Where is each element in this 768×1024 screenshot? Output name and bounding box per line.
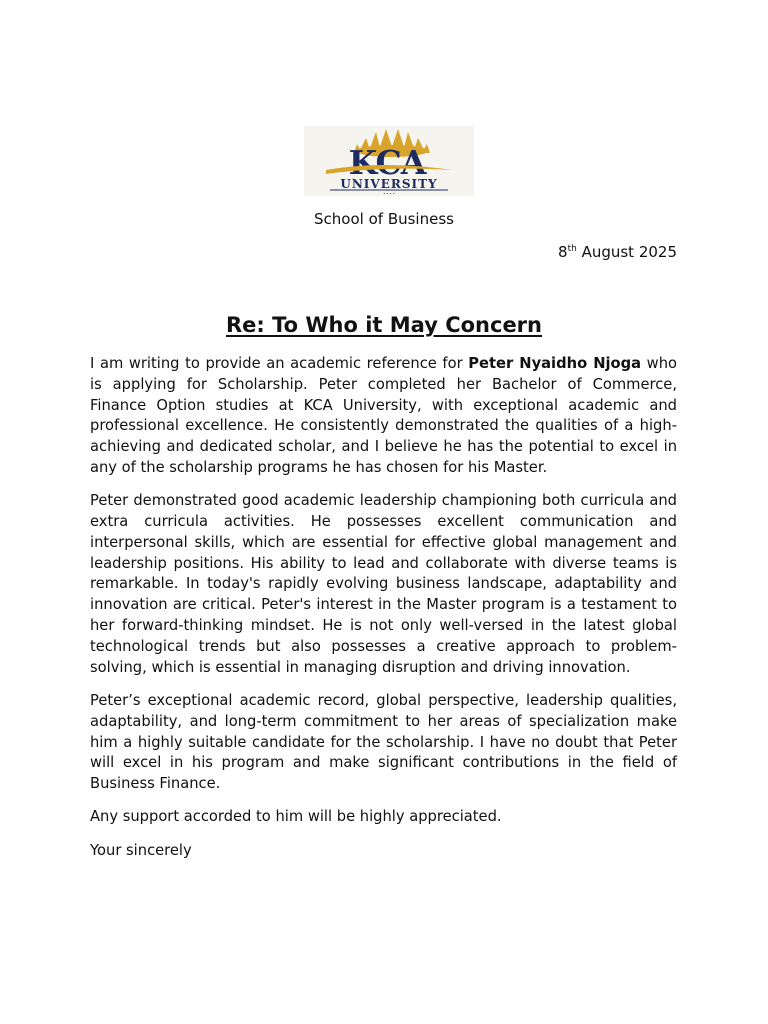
paragraph-2: Peter demonstrated good academic leadership championing both curricula and extra curricula activities. He possesses excellent communication and interpersonal skills, which are essential for effective global management and leadership positions. His ability to lead and collaborate with diverse teams is remarkable. In today's rapidly evolving business landscape, adaptability and innovation are critical. Peter's interest in the Master program is a testament to her forward-thinking mindset. He is not only well-versed in the latest global technological trends but also possesses a creative approach to problem-solving, which is essential in managing disruption and driving innovation. <box>90 492 677 676</box>
candidate-name: Peter Nyaidho Njoga <box>468 355 642 372</box>
letter-heading <box>0 311 768 339</box>
date-month-year: August 2025 <box>576 243 677 261</box>
university-logo <box>304 126 474 196</box>
letter-body <box>90 354 677 874</box>
paragraph-4: Any support accorded to him will be highly appreciated. <box>90 808 502 826</box>
school-name: School of Business <box>314 210 454 228</box>
svg-text:KCA: KCA <box>348 143 426 182</box>
letter-date <box>558 242 677 262</box>
paragraph-1 <box>90 354 677 479</box>
heading-text: Re: To Who it May Concern <box>225 313 542 337</box>
closing-line: Your sincerely <box>90 841 192 859</box>
date-ordinal-suffix: th <box>567 244 577 254</box>
paragraph-1-intro: I am writing to provide an academic reference for <box>90 355 469 372</box>
kca-university-logo-graphic <box>304 126 474 196</box>
date-day: 8 <box>558 243 568 261</box>
svg-text:• • • •: • • • • <box>383 192 395 196</box>
paragraph-3: Peter’s exceptional academic record, global perspective, leadership qualities, adaptability, and long-term commitment to her areas of specialization make him a highly suitable candidate for the scholarship. I have no doubt that Peter will excel in his program and make significant contributions in the field of Business Finance. <box>90 691 677 793</box>
paragraph-1-rest: who is applying for Scholarship. Peter completed her Bachelor of Commerce, Finance Option studies at KCA University, with exceptional academic and professional excellence. He consistently demonstrated the qualities of a high-achieving and dedicated scholar, and I believe he has the potential to excel in any of the scholarship programs he has chosen for his Master. <box>90 355 677 476</box>
svg-text:UNIVERSITY: UNIVERSITY <box>340 177 438 191</box>
